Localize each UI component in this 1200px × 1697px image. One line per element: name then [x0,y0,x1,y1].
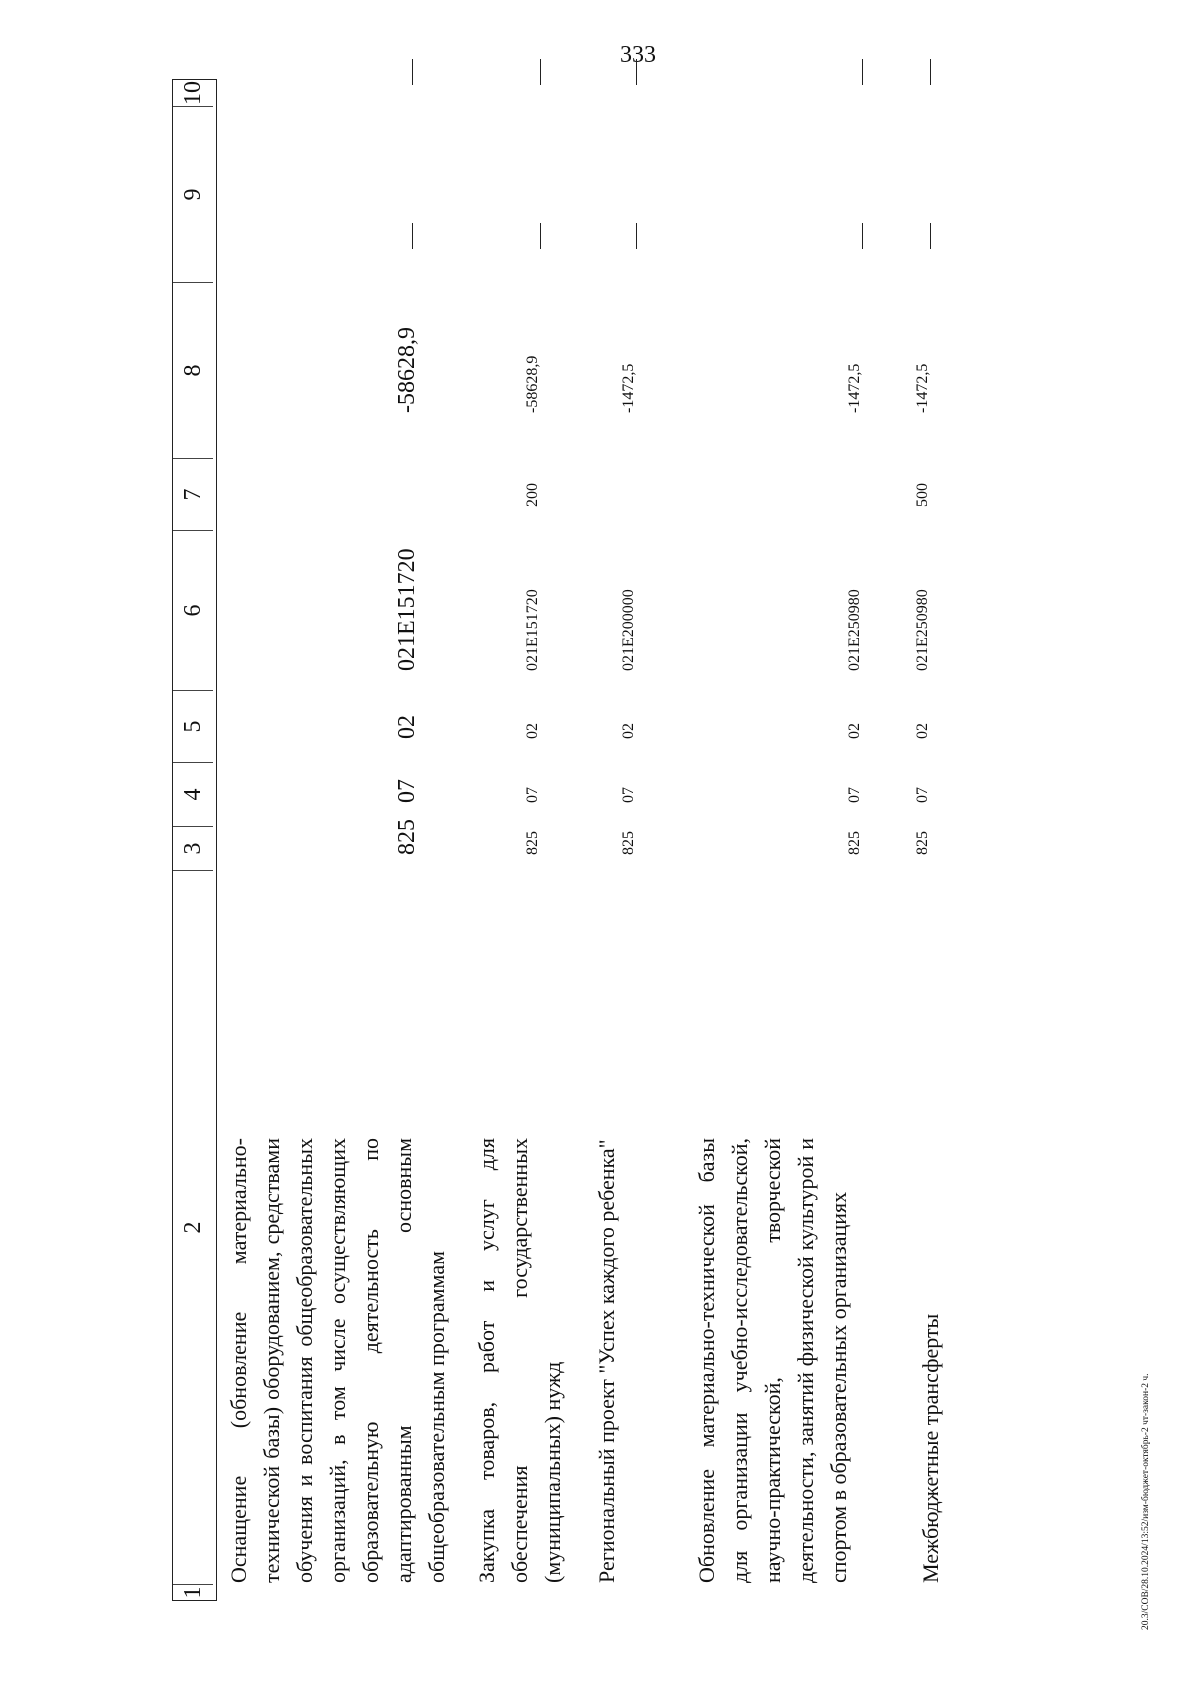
cell-c8: -1472,5 [914,363,931,413]
column-header-6: 6 [173,530,213,690]
cell-c6: 021Е200000 [620,589,637,671]
cell-c10-dash [930,59,931,85]
cell-c6: 021Е250980 [846,589,863,671]
cell-c6: 021Е151720 [394,548,420,671]
cell-c8: -1472,5 [620,363,637,413]
cell-c4: 07 [620,787,637,803]
cell-c5: 02 [394,715,420,739]
cell-c10-dash [540,59,541,85]
cell-c7: 500 [914,483,931,507]
cell-c6: 021Е151720 [524,589,541,671]
cell-c8: -1472,5 [846,363,863,413]
cell-c6: 021Е250980 [914,589,931,671]
budget-table [172,81,1052,1601]
cell-c9-dash [636,223,637,249]
row-name: Обновление материально-технической базы для организации учебно-исследовательской, научно-практической, творческой деятельности, занятий физической культурой и спортом в образовательных организациях [694,1138,851,1583]
cell-c3: 825 [846,831,863,855]
row-name: Межбюджетные трансферты [918,1313,943,1583]
row-name: Региональный проект "Успех каждого ребенка" [594,1139,619,1583]
table-header-row [172,79,217,1601]
cell-c3: 825 [394,819,420,855]
column-header-9: 9 [173,106,213,282]
footer-code: 20.3/СОВ/28.10.2024/13:52/изм-бюджет-октябрь-2 чт-закон-2 ч. [1141,1373,1151,1630]
column-header-8: 8 [173,282,213,458]
cell-c3: 825 [620,831,637,855]
row-name: Закупка товаров, работ и услуг для обеспечения государственных (муниципальных) нужд [474,1138,565,1583]
cell-c9-dash [930,223,931,249]
column-header-2: 2 [173,870,213,1584]
cell-c4: 07 [914,787,931,803]
column-header-4: 4 [173,762,213,826]
cell-c5: 02 [846,723,863,739]
cell-c5: 02 [620,723,637,739]
table-row [222,81,462,1601]
column-header-5: 5 [173,690,213,762]
cell-c4: 07 [846,787,863,803]
cell-c8: -58628,9 [524,355,541,413]
cell-c3: 825 [524,831,541,855]
cell-c5: 02 [914,723,931,739]
cell-c9-dash [540,223,541,249]
cell-c9-dash [862,223,863,249]
cell-c5: 02 [524,723,541,739]
cell-c10-dash [636,59,637,85]
cell-c3: 825 [914,831,931,855]
cell-c7: 200 [524,483,541,507]
page-number: 333 [620,42,656,68]
cell-c8: -58628,9 [394,327,420,413]
column-header-1: 1 [173,1584,213,1600]
column-header-7: 7 [173,458,213,530]
cell-c9-dash [412,223,413,249]
cell-c10-dash [412,59,413,85]
cell-c4: 07 [524,787,541,803]
column-header-10: 10 [180,81,206,105]
row-name: Оснащение (обновление материально-технической базы) оборудованием, средствами обучения и воспитания общеобразовательных организаций, в том числе осуществляющих образовательную деятельность по адаптированным основным общеобразовательным программам [226,1138,449,1583]
column-header-3: 3 [173,826,213,870]
cell-c10-dash [862,59,863,85]
cell-c4: 07 [394,779,420,803]
table-row [690,81,870,1601]
